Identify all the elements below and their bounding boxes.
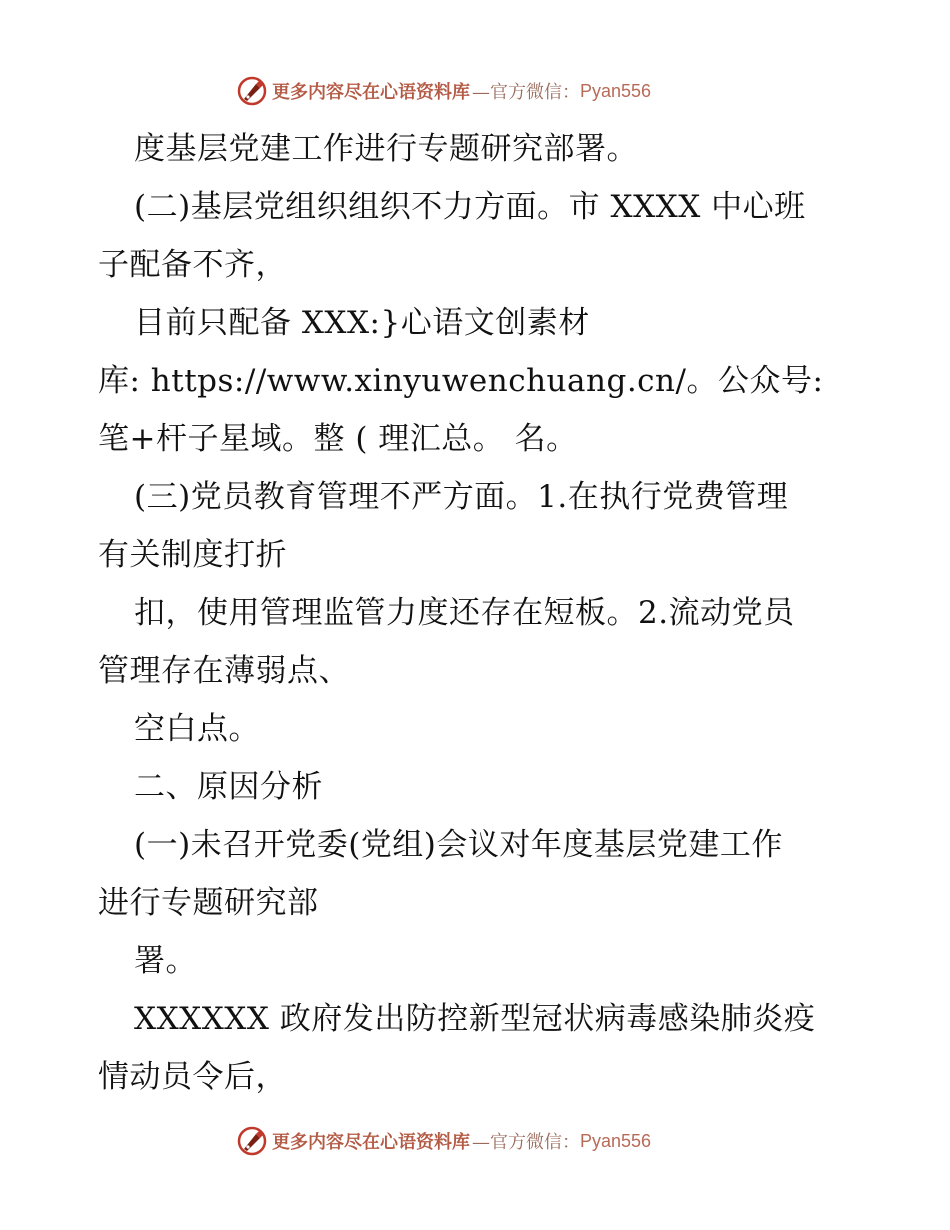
watermark-official: —官方微信： [472,1132,580,1153]
section-heading: 二、原因分析 [134,769,323,805]
text-line: 扣，使用管理监管力度还存在短板。2.流动党员 [134,595,795,631]
header-watermark [236,74,651,108]
footer-watermark [236,1124,651,1158]
text-line: 目前只配备 XXX:}心语文创素材 [134,305,590,341]
pen-nib-logo-icon [236,1125,268,1157]
watermark-official: —官方微信： [472,82,580,103]
text-line: 署。 [134,943,197,979]
text-line: 笔+杆子星域。整 ( 理汇总。 名。 [98,421,578,457]
watermark-brand: 更多内容尽在心语资料库 [272,1132,470,1153]
text-line: 空白点。 [134,711,260,747]
text-line: 情动员令后， [98,1059,287,1095]
pen-nib-logo-icon [236,75,268,107]
text-line: 子配备不齐， [98,247,287,283]
watermark-wechat-id: Pyan556 [580,1130,652,1151]
text-line: 有关制度打折 [98,537,287,573]
text-line: 进行专题研究部 [98,885,319,921]
text-line: 库: https://www.xinyuwenchuang.cn/。公众号: [98,363,824,399]
text-line: (三)党员教育管理不严方面。1.在执行党费管理 [134,479,789,515]
text-line: (二)基层党组织组织不力方面。市 XXXX 中心班 [134,189,806,225]
text-line: 管理存在薄弱点、 [98,653,350,689]
watermark-wechat-id: Pyan556 [580,80,652,101]
text-line: (一)未召开党委(党组)会议对年度基层党建工作 [134,827,783,863]
text-line: XXXXXX 政府发出防控新型冠状病毒感染肺炎疫 [134,1001,816,1037]
text-line: 度基层党建工作进行专题研究部署。 [134,131,638,167]
watermark-brand: 更多内容尽在心语资料库 [272,82,470,103]
